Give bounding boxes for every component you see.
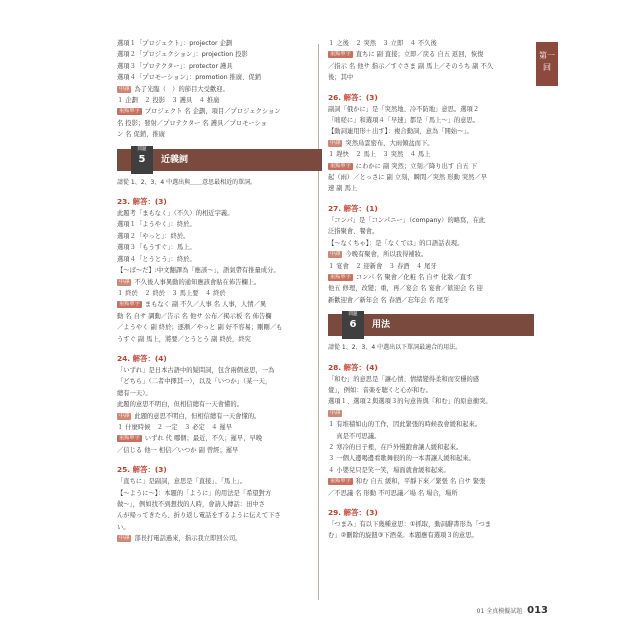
text-line: 此題的意思不明白，但相信總有一天會懂的。: [117, 401, 243, 409]
footer-label: 01 全真模擬試題: [476, 608, 523, 615]
text-line: １ 什麼時候 ２ 一定 ３ 必定 ４ 遲早: [117, 423, 233, 431]
text-line: 【～ば〜だ】:中文翻譯為「應該～」，語氣帶有推量成分。: [117, 267, 280, 275]
text-line: 中譯 部長打電話過來，指示我立即回公司。: [119, 535, 242, 543]
text-line: ／信じる 他一 相信／いつか 副 曾經；遲早: [117, 446, 239, 454]
text-line: 泛指聚會、餐會。: [328, 228, 379, 236]
text-line: ３ 一個人邊喝邊看歌舞很的的一本書讓人緩和起來。: [328, 455, 475, 463]
text-line: 重點單字 コンパ 名 聚會／化粧 名 自サ 化妝／直す: [330, 273, 473, 281]
text-line: １ 企劃 ２ 投影 ３ 護具 ４ 推廣: [117, 97, 220, 105]
text-line: うすぐ 副 馬上，將要／とうとう 副 終於，終究: [117, 335, 251, 343]
left-column: [117, 38, 322, 545]
translation-tag: 中譯: [119, 278, 130, 285]
text-line: ４ 小嬰兒只是笑一笑，場面就會緩和起來。: [328, 466, 450, 474]
vocab-tag: 重點單字: [330, 51, 351, 58]
text-line: い。: [117, 523, 130, 531]
text-line: 中譯 不久後人事異動的通知應該會貼在佈告欄上。: [119, 278, 261, 286]
text-line: 重點單字 いずれ 代 哪個；最近，不久；遲早，早晚: [119, 435, 263, 443]
text-line: 中譯 突然烏雲密布，大雨傾盆而下。: [330, 139, 434, 147]
text-line: 【動詞連用形＋出す】：複合動詞，意為「開始～」。: [328, 128, 473, 136]
text-line: 選項２「やっと」：終於。: [117, 232, 190, 240]
text-line: 選項４「とうとう」：終於。: [117, 255, 196, 263]
question-heading: 25. 解答：(3): [117, 465, 167, 475]
vocab-tag: 重點單字: [119, 301, 140, 308]
text-line: ／指示 名 他サ 指示／すぐさま 副 馬上／そのうち 副 不久: [328, 62, 494, 70]
vocab-tag: 重點單字: [119, 435, 140, 442]
text-line: 中譯 為了光臨（ ）的節目大受歡迎。: [119, 85, 229, 93]
text-line: 重點單字 まもなく 副 不久／人事 名 人事，人情／異: [119, 301, 267, 309]
text-line: 副詞「俄かに」是「突然地、冷不防地」意思。選項２: [328, 105, 480, 113]
text-line: ン 名 促銷，推廣: [117, 131, 166, 139]
page-number: 013: [527, 605, 548, 616]
text-line: 重點單字 プロジェクト 名 企劃，項目／プロジェクション: [119, 108, 281, 116]
question-26: [328, 91, 534, 195]
text-line: 中譯 此題的意思不明白，但相信總有一天會懂的。: [119, 412, 261, 420]
side-tab-line1: 第一: [539, 51, 555, 60]
question-24: [117, 352, 322, 456]
translation-tag: 中譯: [119, 535, 130, 542]
translation-tag: 中譯: [330, 139, 341, 146]
text-line: 選項１「ようやく」：終於。: [117, 221, 196, 229]
side-tab-line2: 回: [543, 63, 551, 72]
text-line: 「咄嗟に」和選項４「早速」都是「馬上～」的意思。: [328, 117, 480, 125]
text-line: 「コンパ」是「コンパニー」（company）的略寫，在此: [328, 216, 486, 224]
text-line: 選項３「もうすぐ」：馬上。: [117, 244, 196, 252]
text-line: 重點單字 直ちに 副 直接；立即／戻る 自五 返回，恢復: [330, 51, 484, 59]
vocab-tag: 重點單字: [330, 273, 351, 280]
question-heading: 24. 解答：(4): [117, 353, 167, 363]
text-line: ／ようやく 副 終於；逐漸／やっと 副 好不容易；剛剛／も: [117, 324, 283, 332]
text-line: ２ 寒冷的日子裡，在戶外慢跑會讓人緩和起來。: [328, 443, 463, 451]
question-25: [117, 463, 322, 544]
section-header-6: [328, 314, 534, 336]
text-line: む」②刪除的旋鈕③下酒菜。本題應有選項３的意思。: [328, 532, 478, 540]
section-instruction: 請從 1、2、3、4 中選出以下單詞最適合的用法。: [328, 344, 462, 352]
question-heading: 26. 解答：(3): [328, 92, 378, 102]
text-line: 選項４「プロモーション」：promotion 推廣、促銷: [117, 74, 262, 82]
section-badge: 問題 5: [131, 146, 153, 174]
text-line: １ 有堆積如山的工作，因此緊張的時候我會緩和起來。: [328, 421, 482, 429]
page-footer: [477, 605, 548, 616]
question-heading: 23. 解答：(3): [117, 197, 167, 207]
text-line: 起（雨）／とっさに 副 立刻，瞬間／突然 形動 突然／早: [328, 174, 488, 182]
text-line: 重點單字 にわかに 副 突然；立刻／降り出す 自五 下: [330, 162, 478, 170]
section-badge: 問題 6: [342, 311, 364, 339]
translation-tag: 中譯: [119, 412, 130, 419]
text-line: 此題考「まもなく」（不久）的相近字義。: [117, 210, 234, 218]
vocab-tag: 重點單字: [330, 478, 351, 485]
text-line: 「和む」的意思是「讓心情、情緒變得柔和而安穩的感: [328, 375, 480, 383]
text-line: 「いずれ」是日本古語中的疑問詞，包含兩個意思，一為: [117, 366, 275, 374]
text-line: 中譯 今晚有聚會，所以我得補妝。: [330, 251, 428, 259]
text-line: １ 宴會 ２ 迎新會 ３ 春酒 ４ 尾牙: [328, 262, 437, 270]
question-29: [328, 506, 534, 542]
text-line: 後；其中: [328, 74, 354, 82]
text-line: １ 趕快 ２ 馬上 ３ 突然 ４ 馬上: [328, 151, 431, 159]
text-line: 真是不可思議。: [328, 432, 381, 440]
right-top-block: [328, 38, 534, 84]
text-line: 選項１、選項２與選項３的句意皆與「和む」的原意衝突。: [328, 398, 492, 406]
text-line: １ 之後 ２ 突然 ３ 立即 ４ 不久後: [328, 40, 437, 47]
section-header-5: [117, 146, 322, 171]
text-line: 【～ように～】：本題的「ように」的用法是「希望對方: [117, 489, 272, 497]
text-line: んが帰ってきたら、折り返し電話をするように伝えて下さ: [117, 512, 281, 520]
chapter-side-tab: [536, 42, 558, 86]
text-line: 選項３「プロテクター」：protector 護具: [117, 62, 233, 70]
question-27: [328, 202, 534, 306]
text-line: 動 名 自サ 調動／告示 名 他サ 公布／掲示板 名 佈告欄: [117, 312, 272, 320]
left-top-block: [117, 38, 322, 141]
text-line: 覺」，例如：音楽を聴くと心が和む。: [328, 386, 432, 394]
text-line: 「つまみ」有以下幾種意思：①抓取，動詞辭書形為「つま: [328, 521, 492, 528]
text-line: 選項２「プロジェクション」：projection 投影: [117, 51, 248, 59]
text-line: [328, 408, 534, 419]
text-line: 選項１「プロジェクト」：projector 企劃: [117, 40, 233, 47]
section-title: 用法: [372, 320, 391, 331]
text-line: １ 終於 ２ 終於 ３ 馬上要 ４ 終於: [117, 289, 226, 297]
right-column: [328, 38, 534, 542]
question-23: [117, 195, 322, 345]
question-28: [328, 361, 534, 499]
translation-tag: 中譯: [330, 251, 341, 258]
text-line: 「直ちに」是副詞，意思是「直接」、「馬上」。: [117, 478, 247, 486]
text-line: 新歡迎會／新年会 名 春酒／忘年会 名 尾牙: [328, 296, 450, 304]
text-line: 總有一天）。: [117, 389, 152, 397]
vocab-tag: 重點單字: [330, 162, 351, 169]
question-heading: 29. 解答：(3): [328, 508, 378, 517]
text-line: 名 投影；發射／プロテクター 名 護具／プロモーショ: [117, 119, 267, 127]
section-title: 近義詞: [161, 154, 189, 165]
question-heading: 28. 解答：(4): [328, 362, 378, 372]
translation-tag: 中譯: [330, 409, 341, 416]
question-heading: 27. 解答：(1): [328, 203, 378, 213]
text-line: 【～なくちゃ】：是「なくては」的口語話表現。: [328, 239, 464, 247]
text-line: ／不思議 名 形動 不可思議／場 名 場合，場所: [328, 489, 458, 497]
text-line: 速 副 馬上: [328, 185, 358, 193]
translation-tag: 中譯: [119, 85, 130, 92]
text-line: 他五 修理，改變；重，再／宴会 名 宴會／歓迎会 名 迎: [328, 285, 483, 293]
section-instruction: 請從 1、2、3、4 中選出與＿＿意思最相近的單詞。: [117, 178, 257, 186]
vocab-tag: 重點單字: [119, 108, 140, 115]
text-line: 重點單字 和む 自五 緩和，平靜下來／緊張 名 自サ 緊張: [330, 478, 486, 486]
text-line: 做～」，例如找不到想找的人時，會請人傳話：田中さ: [117, 501, 265, 508]
text-line: 「どちら」（二者中擇其一），以及「いつか」（某一天，: [117, 378, 272, 386]
